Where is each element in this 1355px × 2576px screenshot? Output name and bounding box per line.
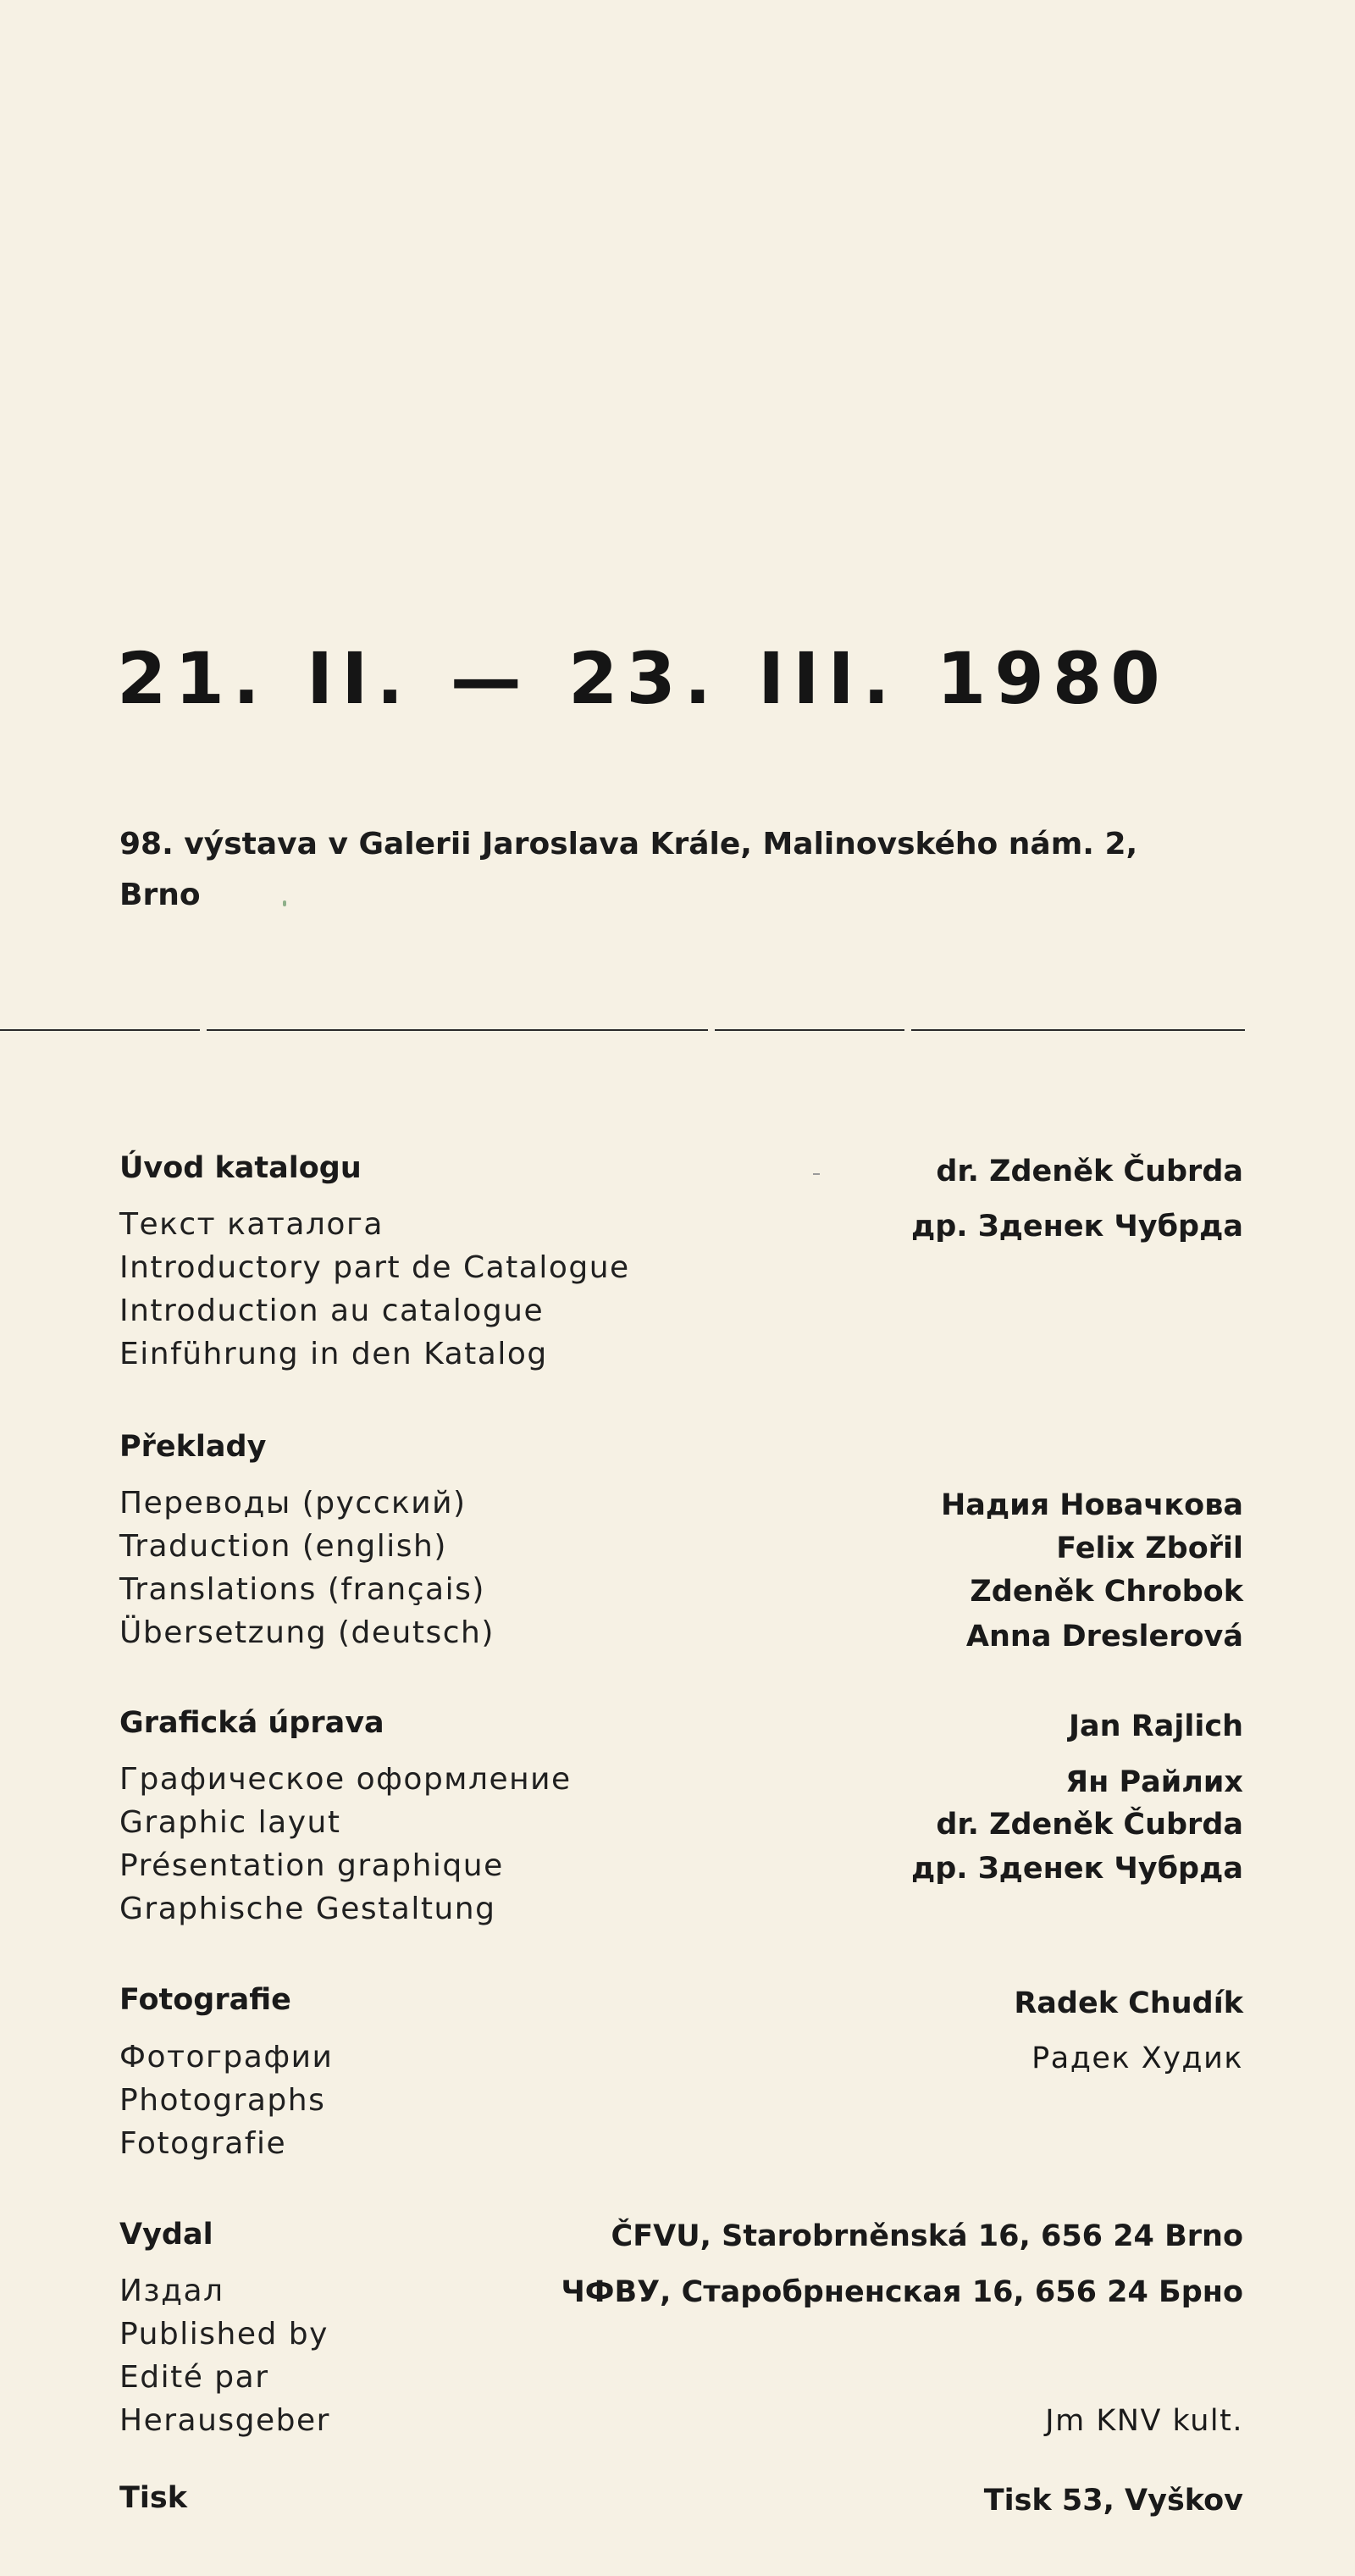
design-line-de: Graphische Gestaltung (119, 1892, 496, 1926)
design-line-ru: Графическое оформление (119, 1762, 572, 1797)
design-line-en: Graphic layut (119, 1805, 341, 1840)
translations-credit-fr: Zdeněk Chrobok (970, 1575, 1243, 1609)
photos-line-en: Photographs (119, 2083, 326, 2118)
publisher-line-de: Herausgeber (119, 2403, 330, 2438)
design-credit-author-ru: Ян Райлих (1065, 1765, 1243, 1799)
translations-line-ru: Переводы (русский) (119, 1486, 467, 1521)
design-credit-coauthor: dr. Zdeněk Čubrda (936, 1808, 1243, 1842)
photos-line-de: Fotografie (119, 2126, 287, 2161)
intro-credit-author: dr. Zdeněk Čubrda (936, 1155, 1243, 1188)
publisher-address-ru: ЧФВУ, Старобрненская 16, 656 24 Брно (561, 2275, 1243, 2309)
publisher-line-en: Published by (119, 2317, 329, 2352)
design-heading: Grafická úprava (119, 1706, 384, 1740)
photos-heading: Fotografie (119, 1983, 291, 2017)
design-credit-coauthor-ru: др. Зденек Чубрда (910, 1852, 1243, 1886)
intro-credit-author-ru: др. Зденек Чубрда (910, 1210, 1243, 1244)
publisher-approval: Jm KNV kult. (1045, 2404, 1243, 2438)
venue-line-2: Brno (119, 878, 201, 912)
paper-speck (283, 900, 286, 906)
publisher-address: ČFVU, Starobrněnská 16, 656 24 Brno (611, 2219, 1243, 2253)
intro-line-de: Einführung in den Katalog (119, 1337, 548, 1371)
venue-line-1: 98. výstava v Galerii Jaroslava Krále, Malinovského nám. 2, (119, 827, 1138, 861)
publisher-heading: Vydal (119, 2218, 213, 2252)
translations-credit-ru: Надия Новачкова (940, 1488, 1243, 1522)
intro-heading: Úvod katalogu (119, 1151, 362, 1185)
publisher-line-fr: Edité par (119, 2360, 269, 2395)
print-heading: Tisk (119, 2481, 187, 2515)
translations-line-fr: Translations (français) (119, 1572, 485, 1607)
translations-heading: Překlady (119, 1430, 267, 1464)
translations-line-de: Übersetzung (deutsch) (119, 1615, 495, 1650)
translations-credit-de: Anna Dreslerová (965, 1620, 1243, 1654)
design-credit-author: Jan Rajlich (1069, 1709, 1243, 1743)
photos-credit-ru: Радек Худик (1031, 2041, 1243, 2075)
intro-line-fr: Introduction au catalogue (119, 1294, 545, 1328)
publisher-line-ru: Издал (119, 2274, 224, 2308)
stray-mark (813, 1173, 820, 1175)
intro-line-ru: Текст каталога (119, 1207, 384, 1242)
photos-line-ru: Фотографии (119, 2040, 334, 2075)
print-credit: Tisk 53, Vyškov (983, 2484, 1243, 2518)
exhibition-dates: 21. II. — 23. III. 1980 (117, 637, 1169, 720)
translations-credit-en: Felix Zbořil (1056, 1532, 1243, 1565)
divider-rule (0, 1029, 1245, 1031)
design-line-fr: Présentation graphique (119, 1848, 504, 1883)
translations-line-en: Traduction (english) (119, 1529, 447, 1564)
photos-credit: Radek Chudík (1014, 1986, 1243, 2020)
intro-line-en: Introductory part de Catalogue (119, 1250, 630, 1285)
